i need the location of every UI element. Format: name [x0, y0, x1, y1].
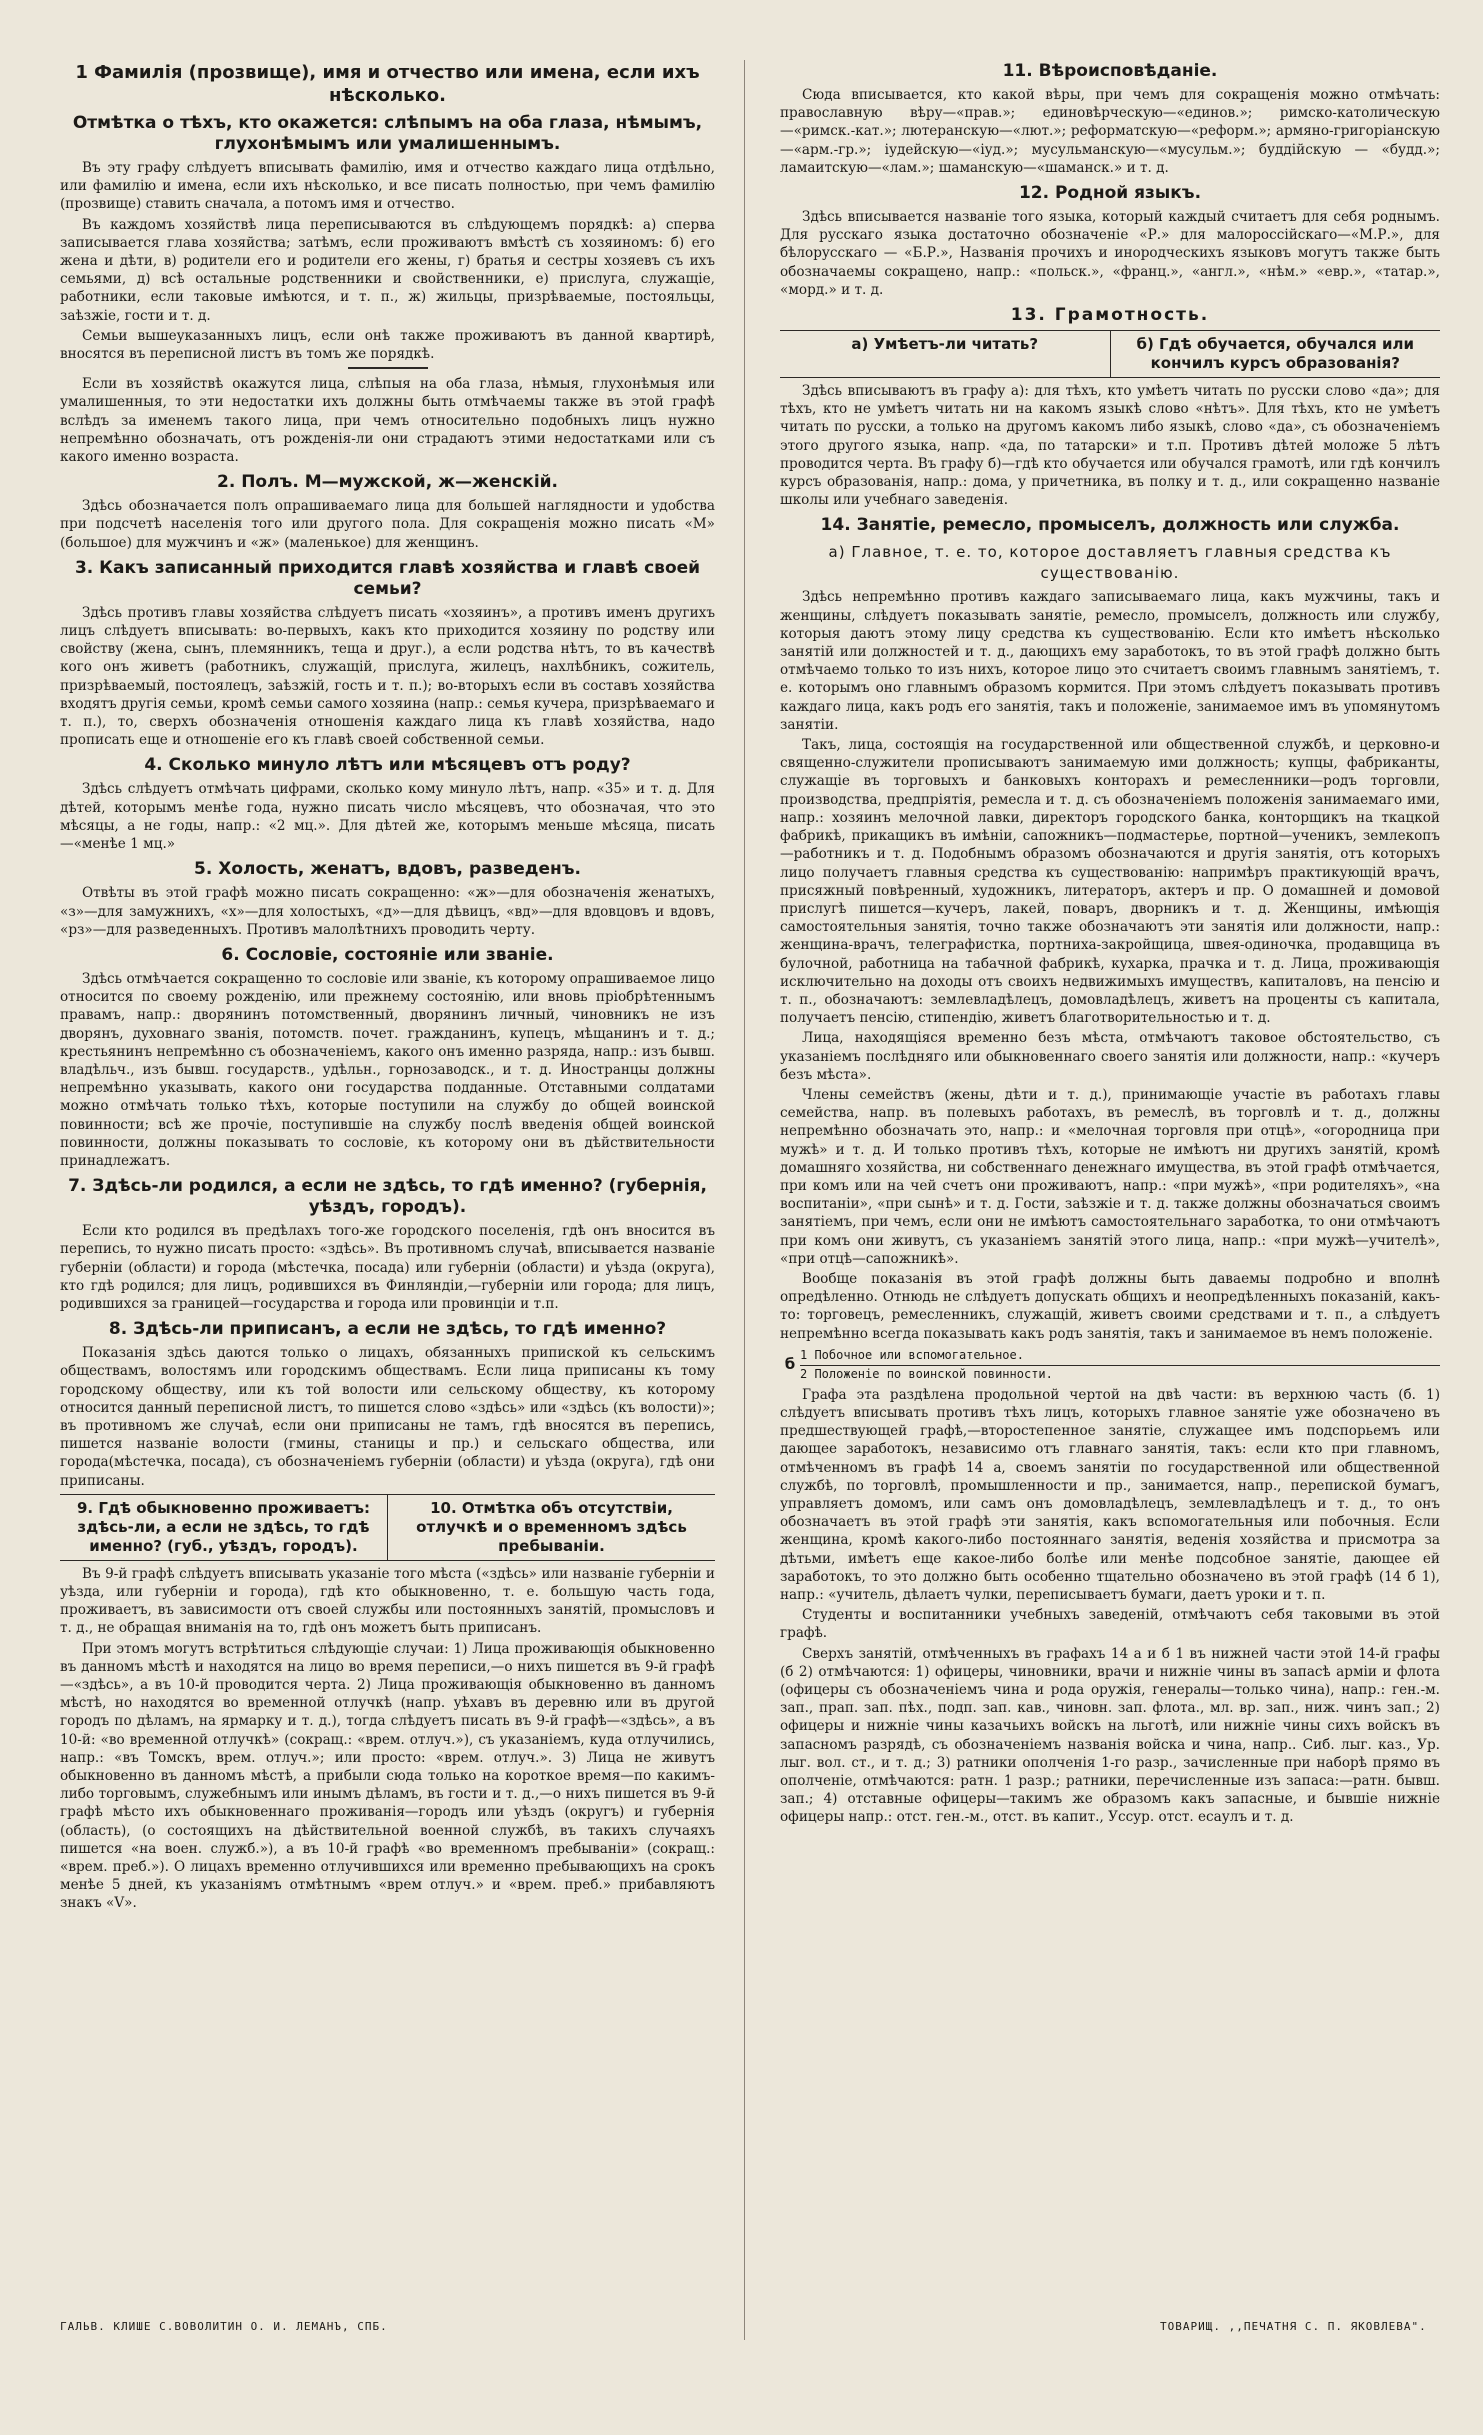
section-10-heading: 10. Отмѣтка объ отсутствіи, отлучкѣ и о временномъ здѣсь пребываніи.: [387, 1495, 715, 1560]
section-6-heading: 6. Сословіе, состояніе или званіе.: [221, 944, 554, 965]
section-5-heading: 5. Холость, женатъ, вдовъ, разведенъ.: [194, 859, 581, 880]
section-14b-header: [780, 1347, 1440, 1382]
section-14a-heading: а) Главное, т. е. то, которое доставляетъ главныя средства къ существованію.: [828, 543, 1392, 583]
section-1-paragraph-3: Семьи вышеуказанныхъ лицъ, если онѣ также проживаютъ въ данной квартирѣ, вносятся въ переписной листъ въ томъ же порядкѣ.: [60, 327, 715, 363]
section-13-heading: 13. Грамотность.: [1010, 305, 1210, 326]
section-3-paragraph: Здѣсь противъ главы хозяйства слѣдуетъ писать «хозяинъ», а противъ именъ другихъ лицъ слѣдуетъ вписывать: во-первыхъ, какъ кто приходится хозяину по родству или свойству (жена, сынъ, племянникъ, теща и друг.), а если родства нѣтъ, то въ качествѣ кого онъ живетъ (работникъ, служащій, прислуга, жилецъ, нахлѣбникъ, сожитель, призрѣваемый, постоялецъ, заѣзжій, гость и т. п.); во-вторыхъ если въ составъ хозяйства входятъ другія семьи, кромѣ семьи самого хозяина (напр.: семья кучера, призрѣваемаго и т. п.), то, сверхъ обозначенія отношенія каждаго лица къ главѣ хозяйства, надо прописать еще и отношеніе его къ главѣ своей собственной семьи.: [60, 604, 715, 749]
section-5-paragraph: Отвѣты въ этой графѣ можно писать сокращенно: «ж»—для обозначенія женатыхъ, «з»—для замужнихъ, «х»—для холостыхъ, «д»—для дѣвицъ, «вд»—для вдовцовъ и вдовъ, «рз»—для разведенныхъ. Противъ малолѣтнихъ проводить черту.: [60, 885, 715, 938]
section-13b-heading: б) Гдѣ обучается, обучался или кончилъ курсъ образованія?: [1110, 331, 1441, 377]
section-1-subheading: Отмѣтка о тѣхъ, кто окажется: слѣпымъ на оба глаза, нѣмымъ, глухонѣмымъ или умалишеннымъ.: [72, 113, 703, 154]
section-6-paragraph: Здѣсь отмѣчается сокращенно то сословіе или званіе, къ которому опрашиваемое лицо относится по своему рожденію, или прежнему состоянію, или вновь пріобрѣтеннымъ правамъ, напр.: дворянинъ потомственный, дворянинъ личный, чиновникъ не изъ дворянъ, духовнаго званія, потомств. почет. гражданинъ, купецъ, мѣщанинъ и т. д.; крестьянинъ непремѣнно съ обозначеніемъ, какого онъ именно разряда, напр.: изъ бывш. владѣльч., изъ бывш. государств., удѣльн., горнозаводск., и т. д. Иностранцы должны непремѣнно указывать, какого они государства подданные. Отставными солдатами можно отмѣчать только тѣхъ, которые поступили на службу до общей воинской повинности; всѣ же прочіе, поступившіе на службу послѣ введенія общей воинской повинности, должны показывать то сословіе, къ которому они въ дѣйствительности принадлежатъ.: [60, 970, 715, 1169]
section-2-paragraph: Здѣсь обозначается полъ опрашиваемаго лица для большей наглядности и удобства при подсчетѣ населенія того или другого пола. Для сокращенія можно писать «М» (большое) для мужчинъ и «ж» (маленькое) для женщинъ.: [60, 498, 715, 551]
section-14b-paragraph-2: Студенты и воспитанники учебныхъ заведеній, отмѣчаютъ себя таковыми въ этой графѣ.: [780, 1607, 1440, 1642]
section-1-paragraph-1: Въ эту графу слѣдуетъ вписывать фамилію, имя и отчество каждаго лица отдѣльно, или фамилію и имена, если ихъ нѣсколько, и все писать полностью, при чемъ фамилію (прозвище) ставить сначала, а потомъ имя и отчество.: [60, 160, 715, 213]
column-divider: [744, 60, 745, 2340]
section-7-paragraph: Если кто родился въ предѣлахъ того-же городского поселенія, гдѣ онъ вносится въ перепись, то нужно писать просто: «здѣсь». Въ противномъ случаѣ, вписывается названіе губерніи (области) и города (мѣстечка, посада) или губерніи (области) и уѣзда (округа), кто гдѣ родился; для лицъ, родившихся въ Финляндіи,—губерніи или города; для лицъ, родившихся за границей—государства и города или провинціи и т.п.: [60, 1223, 715, 1312]
section-14-paragraph-2: Такъ, лица, состоящія на государственной или общественной службѣ, и церковно-и священно-служители прописываютъ занимаемую ими должность; купцы, фабриканты, служащіе въ торговыхъ и банковыхъ конторахъ и ремесленники—родъ торговли, производства, предпріятія, ремесла и т. д. съ обозначеніемъ положенія занимаемаго ими, напр.: хозяинъ мелочной лавки, директоръ городского банка, конторщикъ на ткацкой фабрикѣ, прикащикъ въ имѣніи, сапожникъ—подмастерье, портной—ученикъ, землекопъ—работникъ и т. д. Подобнымъ образомъ обозначаются и другія занятія, отъ которыхъ лицо получаетъ главныя средства къ существованію: напримѣръ практикующій врачъ, присяжный повѣренный, художникъ, литераторъ, актеръ и пр. О домашней и домовой прислугѣ пишется—кучеръ, лакей, поваръ, дворникъ и т. д. Женщины, имѣющія самостоятельныя занятія, точно также обозначаютъ эти занятія или должности, напр.: женщина-врачъ, телеграфистка, портниха-закройщица, швея-одиночка, продавщица въ булочной, работница на табачной фабрикѣ, кухарка, прачка и т. д. Лица, проживающія исключительно на доходы отъ своихъ недвижимыхъ имуществъ, капиталовъ, на пенсію и т. п., обозначаютъ: землевладѣлецъ, домовладѣлецъ, живетъ на проценты съ капитала, получаетъ пенсію, стипендію, живетъ благотворительностью и т. д.: [780, 737, 1440, 1027]
section-14-heading: 14. Занятіе, ремесло, промыселъ, должность или служба.: [820, 515, 1400, 536]
right-column: [780, 55, 1440, 1829]
section-4-heading: 4. Сколько минуло лѣтъ или мѣсяцевъ отъ роду?: [144, 755, 631, 776]
section-14b2-heading: 2 Положеніе по воинской повинности.: [800, 1366, 1053, 1381]
section-11-paragraph: Сюда вписывается, кто какой вѣры, при чемъ для сокращенія можно отмѣчать: православную вѣру—«прав.»; единовѣрческую—«единов.»; римско-католическую—«римск.-кат.»; лютеранскую—«лют.»; реформатскую—«реформ.»; армяно-григоріанскую—«арм.-гр.»; іудейскую—«іуд.»; мусульманскую—«мусульм.»; буддійскую — «будд.»; ламаитскую—«лам.»; шаманскую—«шаманск.» и т. д.: [780, 87, 1440, 176]
section-9-heading: 9. Гдѣ обыкновенно проживаетъ: здѣсь-ли, а если не здѣсь, то гдѣ именно? (губ., уѣздъ, городъ).: [77, 1498, 370, 1555]
section-2-heading: 2. Полъ. М—мужской, ж—женскій.: [216, 472, 559, 493]
section-8-paragraph: Показанія здѣсь даются только о лицахъ, обязанныхъ припиской къ сельскимъ обществамъ, волостямъ или городскимъ обществамъ. Если лица приписаны къ тому городскому обществу, или къ той волости или сельскому обществу, къ которому относится данный переписной листъ, то пишется слово «здѣсь» или «здѣсь (къ волости)»; въ противномъ же случаѣ, если они приписаны не тамъ, гдѣ вносятся въ перепись, пишется названіе волости (гмины, станицы и пр.) и сельскаго общества, или города(мѣстечка, посада), съ обозначеніемъ губерніи (области) и уѣзда (округа), гдѣ они приписаны.: [60, 1345, 715, 1489]
section-14-paragraph-1: Здѣсь непремѣнно противъ каждаго записываемаго лица, какъ мужчины, такъ и женщины, слѣдуетъ показывать занятіе, ремесло, промыселъ, должность или службу, которыя даютъ этому лицу средства къ существованію. Если кто имѣетъ нѣсколько занятій или должностей и т. д., дающихъ ему заработокъ, то въ этой графѣ должно быть отмѣчаемо только то изъ нихъ, которое лицо это считаетъ своимъ главнымъ занятіемъ, т. е. которымъ оно главнымъ образомъ кормится. При этомъ слѣдуетъ показывать противъ каждаго лица, какъ родъ его занятія, такъ и положеніе, занимаемое имъ въ упомянутомъ занятіи.: [780, 589, 1440, 733]
section-3-heading: 3. Какъ записанный приходится главѣ хозяйства и главѣ своей семьи?: [74, 557, 701, 599]
section-14-paragraph-4: Члены семействъ (жены, дѣти и т. д.), принимающіе участіе въ работахъ главы семейства, напр. въ полевыхъ работахъ, въ ремеслѣ, въ торговлѣ и т. д., должны непремѣнно обозначать это, напр.: и «мелочная торговля при отцѣ», «огородница при мужѣ» и т. д. И только противъ тѣхъ, которые не имѣютъ ни другихъ занятій, кромѣ домашняго хозяйства, ни собственнаго денежнаго имущества, въ этой графѣ отмѣчается, при комъ или на чей счетъ они проживаютъ, напр.: «при мужѣ», «при родителяхъ», «на воспитаніи», «при сынѣ» и т. д. Гости, заѣзжіе и т. д. также должны обозначаться своимъ занятіемъ, при чемъ, если они не имѣютъ самостоятельнаго заработка, то они отмѣчаютъ при комъ они живутъ, съ указаніемъ занятій этого лица, напр.: «при мужѣ—учителѣ», «при отцѣ—сапожникѣ».: [780, 1086, 1440, 1267]
section-13-paragraph: Здѣсь вписываютъ въ графу а): для тѣхъ, кто умѣетъ читать по русски слово «да»; для тѣхъ, кто не умѣетъ читать ни на какомъ языкѣ слово «нѣтъ». Для тѣхъ, кто не умѣетъ читать по русски, а только на другомъ какомъ либо языкѣ, слово «да», съ обозначеніемъ этого другого языка, напр. «да, по татарски» и т.п. Противъ дѣтей моложе 5 лѣтъ проводится черта. Въ графу б)—гдѣ кто обучается или обучался грамотѣ, или гдѣ кончилъ курсъ образованія, напр.: дома, у причетника, въ полку и т. д., или сокращенно названіе школы или учебнаго заведенія.: [780, 383, 1440, 509]
section-14b-paragraph-1: Графа эта раздѣлена продольной чертой на двѣ части: въ верхнюю часть (б. 1) слѣдуетъ вписывать противъ тѣхъ лицъ, которыхъ главное занятіе уже обозначено въ предшествующей графѣ,—второстепенное занятіе, служащее имъ подспорьемъ или дающее заработокъ, независимо отъ главнаго занятія, такъ: если кто при главномъ, отмѣченномъ въ графѣ 14 а, своемъ занятіи по государственной или общественной службѣ, по торговлѣ, промышленности и пр., занимается, напр., перепиской бумагъ, управляетъ домомъ, или самъ онъ домовладѣлецъ, землевладѣлецъ и т. д., то онъ обозначаетъ въ этой графѣ эти занятія, какъ вспомогательныя или побочныя. Если женщина, кромѣ какого-либо постояннаго занятія, веденія хозяйства и присмотра за дѣтьми, имѣетъ еще какое-либо болѣе или менѣе подсобное занятіе, дающее ей заработокъ, то это должно быть особенно тщательно обозначено въ этой графѣ (14 б 1), напр.: «учитель, дѣлаетъ чулки, переписываетъ бумаги, даетъ уроки и т. п.: [780, 1386, 1440, 1604]
section-9-10-header: [60, 1494, 715, 1561]
section-4-paragraph: Здѣсь слѣдуетъ отмѣчать цифрами, сколько кому минуло лѣтъ, напр. «35» и т. д. Для дѣтей, которымъ менѣе года, нужно писать число мѣсяцевъ, что обозначая, что это мѣсяцы, а не годы, напр.: «2 мц.». Для дѣтей же, которымъ меньше мѣсяца, писать—«менѣе 1 мц.»: [60, 781, 715, 853]
section-14b-letter: б: [784, 1354, 796, 1373]
section-9-paragraph-2: При этомъ могутъ встрѣтиться слѣдующіе случаи: 1) Лица проживающія обыкновенно въ данномъ мѣстѣ и находятся на лицо во время переписи,—о нихъ пишется въ 9-й графѣ—«здѣсь», а въ 10-й проводится черта. 2) Лица проживающія обыкновенно въ данномъ мѣстѣ, но находятся во временной отлучкѣ (напр. уѣхавъ въ деревню или въ другой городъ по дѣламъ, на ярмарку и т. д.), тогда слѣдуетъ писать въ 9-й графѣ—«здѣсь», а въ 10-й: «во временной отлучкѣ» (сокращ.: «врем. отлуч.»), съ указаніемъ, куда отлучились, напр.: «въ Томскъ, врем. отлуч.»; или просто: «врем. отлуч.». 3) Лица не живутъ обыкновенно въ данномъ мѣстѣ, а прибыли сюда только на короткое время—по какимъ-либо торговымъ, служебнымъ или инымъ дѣламъ, въ гости и т. д.,—о нихъ пишется въ 9-й графѣ мѣсто ихъ обыкновеннаго проживанія—городъ или уѣздъ (округъ) и губернія (область), (о состоящихъ на дѣйствительной военной службѣ, въ такихъ случаяхъ пишется «на воен. служб.»), а въ 10-й графѣ «во временномъ пребываніи» (сокращ.: «врем. преб.»). О лицахъ временно отлучившихся или временно пребывающихъ на срокъ менѣе 5 дней, къ указаніямъ отмѣтнымъ «врем отлуч.» и «врем. преб.» прибавляютъ знакъ «V».: [60, 1640, 715, 1912]
section-8-heading: 8. Здѣсь-ли приписанъ, а если не здѣсь, то гдѣ именно?: [108, 1319, 667, 1340]
footer-printer-right: ТОВАРИЩ. ,,ПЕЧАТНЯ С. П. ЯКОВЛЕВА".: [1160, 2320, 1427, 2333]
section-13-subheader: [780, 330, 1440, 378]
section-14-paragraph-3: Лица, находящіяся временно безъ мѣста, отмѣчаютъ таковое обстоятельство, съ указаніемъ послѣдняго или обыкновеннаго своего занятія или должности, напр.: «кучеръ безъ мѣста».: [780, 1030, 1440, 1083]
section-14b1-heading: 1 Побочное или вспомогательное.: [800, 1347, 1440, 1366]
section-12-paragraph: Здѣсь вписывается названіе того языка, который каждый считаетъ для себя роднымъ. Для русскаго языка достаточно обозначеніе «Р.» для малороссійскаго—«М.Р.», для бѣлорусскаго — «Б.Р.», Названія прочихъ и инородческихъ языковъ могутъ также быть обозначаемы сокращено, напр.: «польск.», «франц.», «англ.», «нѣм.» «евр.», «татар.», «морд.» и т. д.: [780, 209, 1440, 298]
section-14b-paragraph-3: Сверхъ занятій, отмѣченныхъ въ графахъ 14 а и б 1 въ нижней части этой 14-й графы (б 2) отмѣчаются: 1) офицеры, чиновники, врачи и нижніе чины въ запасѣ арміи и флота (офицеры съ обозначеніемъ чина и рода оружія, генералы—только чина), напр.: ген.-м. зап., прап. зап. пѣх., подп. зап. кав., чиновн. зап. флота., мл. вр. зап., ниж. чинъ зап.; 2) офицеры и нижніе чины казачьихъ войскъ на льготѣ, или нижніе чины сихъ войскъ въ запасномъ разрядѣ, съ обозначеніемъ названія войска и чина, напр.. Сиб. лыг. каз., Ур. лыг. вол. ст., и т. д.; 3) ратники ополченія 1-го разр., зачисленные при наборѣ прямо въ ополченіе, отмѣчаются: ратн. 1 разр.; ратники, перечисленные изъ запаса:—ратн. бывш. зап.; 4) отставные офицеры—такимъ же образомъ какъ запасные, и бывшіе нижніе офицеры напр.: отст. ген.-м., отст. въ капит., Уссур. отст. есаулъ и т. д.: [780, 1645, 1440, 1826]
footer-printer-left: ГАЛЬВ. КЛИШЕ С.ВОВОЛИТИН О. И. ЛЕМАНЪ, СПБ.: [60, 2320, 388, 2333]
section-14-paragraph-5: Вообще показанія въ этой графѣ должны быть даваемы подробно и вполнѣ опредѣленно. Отнюдь не слѣдуетъ допускать общихъ и неопредѣленныхъ показаній, какъ-то: торговецъ, ремесленникъ, служащій, живетъ своими средствами и т. п., а слѣдуетъ непремѣнно всегда показывать какъ родъ занятія, такъ и занимаемое въ немъ положеніе.: [780, 1270, 1440, 1342]
section-1-paragraph-2: Въ каждомъ хозяйствѣ лица переписываются въ слѣдующемъ порядкѣ: а) сперва записывается глава хозяйства; затѣмъ, если проживаютъ вмѣстѣ съ хозяиномъ: б) его жена и дѣти, в) родители его и родители его жены, г) братья и сестры хозяевъ съ ихъ семьями, д) всѣ остальные родственники и свойственники, е) прислуга, служащіе, работники, если таковые имѣются, и т. п., ж) жильцы, призрѣваемые, постояльцы, заѣзжіе, гости и т. д.: [60, 216, 715, 324]
section-1-heading: 1 Фамилія (прозвище), имя и отчество или имена, если ихъ нѣсколько.: [75, 62, 700, 106]
section-12-heading: 12. Родной языкъ.: [1018, 183, 1202, 204]
section-11-heading: 11. Вѣроисповѣданіе.: [1002, 61, 1218, 81]
left-column: [60, 55, 715, 1915]
section-9-paragraph-1: Въ 9-й графѣ слѣдуетъ вписывать указаніе того мѣста («здѣсь» или названіе губерніи и уѣзда, или губерніи и города), гдѣ кто обыкновенно, т. е. большую часть года, проживаетъ, въ зависимости отъ своей службы или постоянныхъ занятій, промысловъ и т. д., не обращая вниманія на то, гдѣ онъ можетъ быть приписанъ.: [60, 1565, 715, 1637]
section-1-paragraph-4: Если въ хозяйствѣ окажутся лица, слѣпыя на оба глаза, нѣмыя, глухонѣмыя или умалишенныя, то эти недостатки ихъ должны быть отмѣчаемы также въ этой графѣ вслѣдъ за именемъ такого лица, при чемъ относительно подобныхъ лицъ нужно непремѣнно обозначать, отъ рожденія-ли они страдаютъ этими недостатками или съ какого именно возраста.: [60, 376, 715, 466]
section-7-heading: 7. Здѣсь-ли родился, а если не здѣсь, то гдѣ именно? (губернія, уѣздъ, городъ).: [68, 1176, 707, 1218]
section-13a-heading: а) Умѣетъ-ли читать?: [851, 335, 1039, 354]
section-rule: [348, 367, 428, 369]
